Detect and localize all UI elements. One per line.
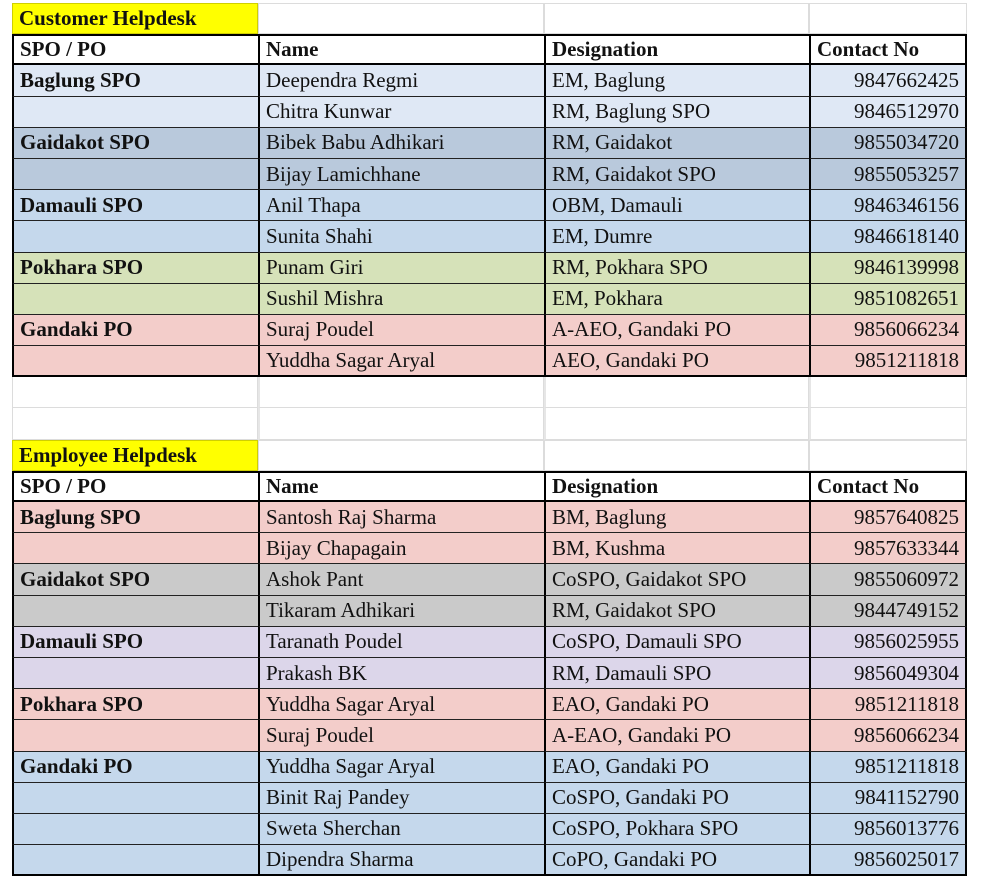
contact-cell: 9851082651 xyxy=(809,284,967,315)
contact-cell: 9846512970 xyxy=(809,97,967,128)
contact-cell: 9851211818 xyxy=(809,689,967,720)
table-row xyxy=(12,190,967,221)
empty-cell xyxy=(809,440,967,471)
designation-cell: A-AEO, Gandaki PO xyxy=(544,315,809,346)
header-contact: Contact No xyxy=(809,34,967,65)
spo-cell xyxy=(12,221,258,252)
contact-cell: 9846618140 xyxy=(809,221,967,252)
spo-cell: Pokhara SPO xyxy=(12,253,258,284)
spo-cell: Gaidakot SPO xyxy=(12,128,258,159)
table-row xyxy=(12,65,967,96)
spo-cell: Pokhara SPO xyxy=(12,689,258,720)
designation-cell: AEO, Gandaki PO xyxy=(544,346,809,377)
contact-cell: 9856066234 xyxy=(809,315,967,346)
name-cell: Anil Thapa xyxy=(258,190,544,221)
name-cell: Chitra Kunwar xyxy=(258,97,544,128)
name-cell: Punam Giri xyxy=(258,253,544,284)
table-row xyxy=(12,159,967,190)
name-cell: Bijay Chapagain xyxy=(258,533,544,564)
table-row xyxy=(12,720,967,751)
contact-cell: 9841152790 xyxy=(809,783,967,814)
designation-cell: RM, Gaidakot SPO xyxy=(544,596,809,627)
table-row xyxy=(12,221,967,252)
spo-cell: Gandaki PO xyxy=(12,752,258,783)
spo-cell xyxy=(12,658,258,689)
contact-cell: 9844749152 xyxy=(809,596,967,627)
table-row xyxy=(12,346,967,377)
section-title-row xyxy=(12,3,967,34)
spo-cell xyxy=(12,720,258,751)
blank-row xyxy=(12,408,967,439)
contact-cell: 9857633344 xyxy=(809,533,967,564)
spo-cell: Gandaki PO xyxy=(12,315,258,346)
header-spo: SPO / PO xyxy=(12,471,258,502)
name-cell: Ashok Pant xyxy=(258,564,544,595)
designation-cell: RM, Damauli SPO xyxy=(544,658,809,689)
designation-cell: RM, Pokhara SPO xyxy=(544,253,809,284)
contact-cell: 9846346156 xyxy=(809,190,967,221)
contact-cell: 9857640825 xyxy=(809,502,967,533)
spo-cell: Baglung SPO xyxy=(12,502,258,533)
designation-cell: RM, Gaidakot SPO xyxy=(544,159,809,190)
blank-row xyxy=(12,377,967,408)
designation-cell: OBM, Damauli xyxy=(544,190,809,221)
designation-cell: EM, Dumre xyxy=(544,221,809,252)
name-cell: Santosh Raj Sharma xyxy=(258,502,544,533)
designation-cell: CoSPO, Gandaki PO xyxy=(544,783,809,814)
table-row xyxy=(12,814,967,845)
name-cell: Yuddha Sagar Aryal xyxy=(258,346,544,377)
table-row xyxy=(12,253,967,284)
table-row xyxy=(12,564,967,595)
name-cell: Deependra Regmi xyxy=(258,65,544,96)
designation-cell: EAO, Gandaki PO xyxy=(544,689,809,720)
name-cell: Sunita Shahi xyxy=(258,221,544,252)
spo-cell: Gaidakot SPO xyxy=(12,564,258,595)
name-cell: Tikaram Adhikari xyxy=(258,596,544,627)
contact-cell: 9855060972 xyxy=(809,564,967,595)
employee-helpdesk-section xyxy=(12,440,967,877)
spo-cell xyxy=(12,533,258,564)
table-row xyxy=(12,845,967,876)
spo-cell xyxy=(12,159,258,190)
designation-cell: CoSPO, Damauli SPO xyxy=(544,627,809,658)
spreadsheet xyxy=(12,3,967,876)
name-cell: Bijay Lamichhane xyxy=(258,159,544,190)
table-row xyxy=(12,752,967,783)
table-row xyxy=(12,783,967,814)
name-cell: Bibek Babu Adhikari xyxy=(258,128,544,159)
name-cell: Yuddha Sagar Aryal xyxy=(258,752,544,783)
designation-cell: EM, Pokhara xyxy=(544,284,809,315)
contact-cell: 9856013776 xyxy=(809,814,967,845)
designation-cell: RM, Gaidakot xyxy=(544,128,809,159)
name-cell: Sweta Sherchan xyxy=(258,814,544,845)
empty-cell xyxy=(258,440,544,471)
designation-cell: CoPO, Gandaki PO xyxy=(544,845,809,876)
spo-cell: Damauli SPO xyxy=(12,627,258,658)
designation-cell: EM, Baglung xyxy=(544,65,809,96)
contact-cell: 9851211818 xyxy=(809,346,967,377)
designation-cell: A-EAO, Gandaki PO xyxy=(544,720,809,751)
designation-cell: CoSPO, Gaidakot SPO xyxy=(544,564,809,595)
table-row xyxy=(12,128,967,159)
contact-cell: 9856025955 xyxy=(809,627,967,658)
contact-cell: 9856025017 xyxy=(809,845,967,876)
section-title: Customer Helpdesk xyxy=(12,3,258,34)
header-spo: SPO / PO xyxy=(12,34,258,65)
empty-cell xyxy=(258,3,544,34)
section-title: Employee Helpdesk xyxy=(12,440,258,471)
designation-cell: BM, Kushma xyxy=(544,533,809,564)
header-designation: Designation xyxy=(544,471,809,502)
table-row xyxy=(12,627,967,658)
contact-cell: 9847662425 xyxy=(809,65,967,96)
name-cell: Prakash BK xyxy=(258,658,544,689)
contact-cell: 9855053257 xyxy=(809,159,967,190)
spo-cell xyxy=(12,814,258,845)
empty-cell xyxy=(544,3,809,34)
spo-cell xyxy=(12,346,258,377)
table-header-row xyxy=(12,471,967,502)
spo-cell xyxy=(12,284,258,315)
table-row xyxy=(12,596,967,627)
name-cell: Taranath Poudel xyxy=(258,627,544,658)
table-row xyxy=(12,689,967,720)
spo-cell xyxy=(12,596,258,627)
contact-cell: 9846139998 xyxy=(809,253,967,284)
contact-cell: 9855034720 xyxy=(809,128,967,159)
spo-cell xyxy=(12,845,258,876)
contact-cell: 9851211818 xyxy=(809,752,967,783)
header-designation: Designation xyxy=(544,34,809,65)
table-header-row xyxy=(12,34,967,65)
name-cell: Binit Raj Pandey xyxy=(258,783,544,814)
name-cell: Suraj Poudel xyxy=(258,315,544,346)
header-contact: Contact No xyxy=(809,471,967,502)
header-name: Name xyxy=(258,34,544,65)
table-row xyxy=(12,284,967,315)
name-cell: Dipendra Sharma xyxy=(258,845,544,876)
contact-cell: 9856066234 xyxy=(809,720,967,751)
section-title-row xyxy=(12,440,967,471)
designation-cell: RM, Baglung SPO xyxy=(544,97,809,128)
header-name: Name xyxy=(258,471,544,502)
designation-cell: EAO, Gandaki PO xyxy=(544,752,809,783)
table-row xyxy=(12,533,967,564)
table-row xyxy=(12,502,967,533)
name-cell: Yuddha Sagar Aryal xyxy=(258,689,544,720)
designation-cell: BM, Baglung xyxy=(544,502,809,533)
table-row xyxy=(12,315,967,346)
spo-cell: Baglung SPO xyxy=(12,65,258,96)
customer-helpdesk-section xyxy=(12,3,967,377)
name-cell: Sushil Mishra xyxy=(258,284,544,315)
table-row xyxy=(12,658,967,689)
contact-cell: 9856049304 xyxy=(809,658,967,689)
name-cell: Suraj Poudel xyxy=(258,720,544,751)
spo-cell: Damauli SPO xyxy=(12,190,258,221)
designation-cell: CoSPO, Pokhara SPO xyxy=(544,814,809,845)
spo-cell xyxy=(12,97,258,128)
empty-cell xyxy=(809,3,967,34)
empty-cell xyxy=(544,440,809,471)
table-row xyxy=(12,97,967,128)
spo-cell xyxy=(12,783,258,814)
